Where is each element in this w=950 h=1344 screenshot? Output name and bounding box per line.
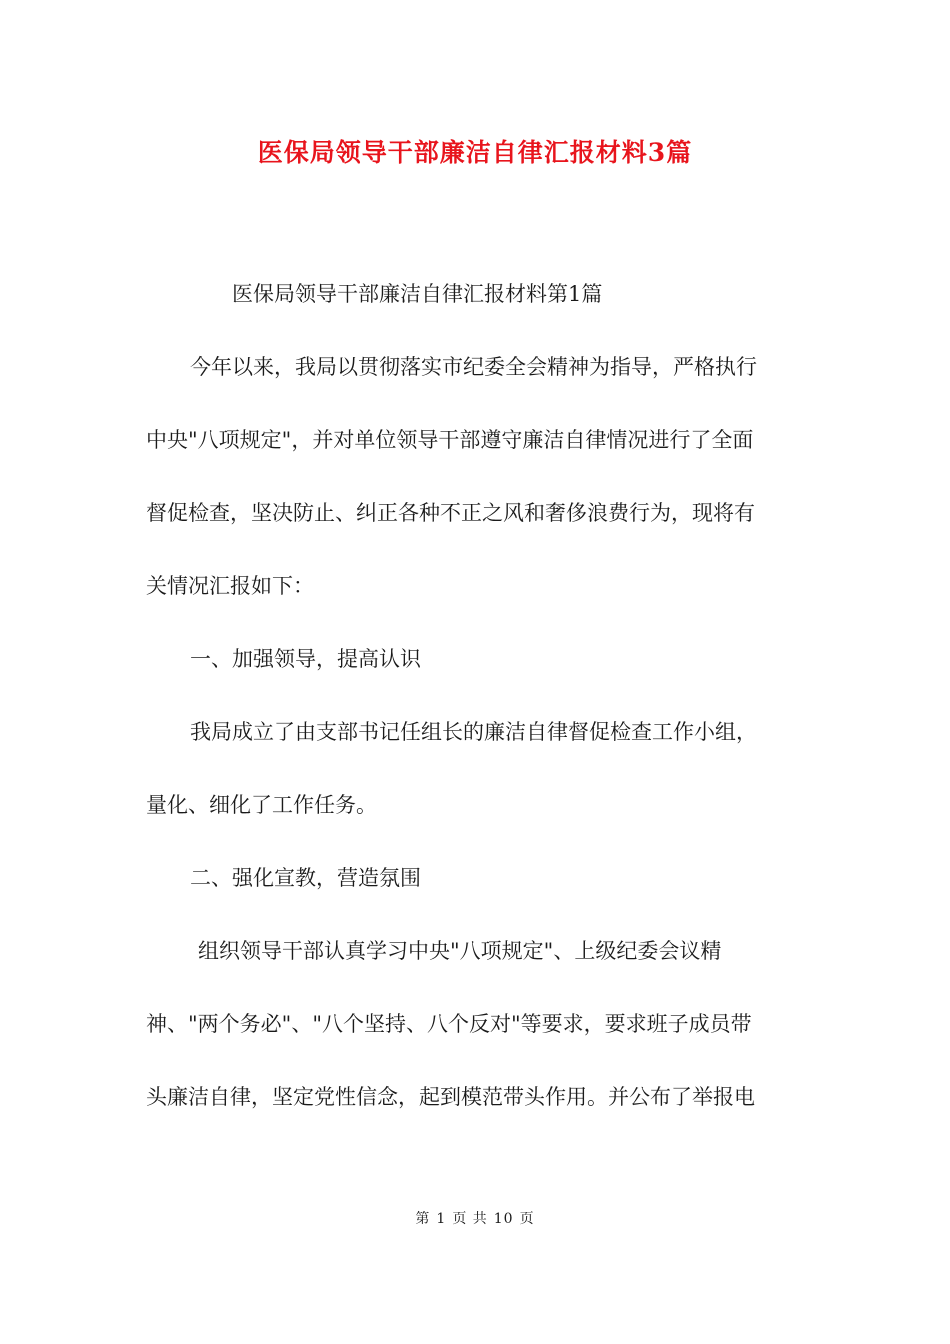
subheading: 一、加强领导，提高认识 (190, 647, 421, 671)
section-heading: 医保局领导干部廉洁自律汇报材料第1篇 (232, 282, 603, 306)
page-current: 1 (436, 1211, 447, 1227)
page-total: 10 (493, 1211, 514, 1227)
page-label-prefix: 第 (415, 1211, 431, 1227)
paragraph-line: 量化、细化了工作任务。 (146, 793, 377, 817)
paragraph-line: 督促检查，坚决防止、纠正各种不正之风和奢侈浪费行为，现将有 (146, 501, 755, 525)
paragraph-line: 头廉洁自律，坚定党性信念，起到模范带头作用。并公布了举报电 (146, 1085, 755, 1109)
page-label-suffix: 页 (519, 1211, 535, 1227)
paragraph-line: 神、"两个务必"、"八个坚持、八个反对"等要求，要求班子成员带 (146, 1012, 752, 1036)
page-label-mid: 页 共 (452, 1211, 488, 1227)
document-title: 医保局领导干部廉洁自律汇报材料3篇 (257, 138, 693, 167)
paragraph-line: 中央"八项规定"，并对单位领导干部遵守廉洁自律情况进行了全面 (146, 428, 754, 452)
page-footer (0, 1208, 950, 1228)
document-body (146, 272, 806, 1148)
subheading: 二、强化宣教，营造氛围 (190, 866, 421, 890)
paragraph-line: 关情况汇报如下： (146, 574, 314, 598)
paragraph-line: 组织领导干部认真学习中央"八项规定"、上级纪委会议精 (198, 939, 722, 963)
paragraph-line: 我局成立了由支部书记任组长的廉洁自律督促检查工作小组， (190, 720, 757, 744)
paragraph-line: 今年以来，我局以贯彻落实市纪委全会精神为指导，严格执行 (190, 355, 757, 379)
